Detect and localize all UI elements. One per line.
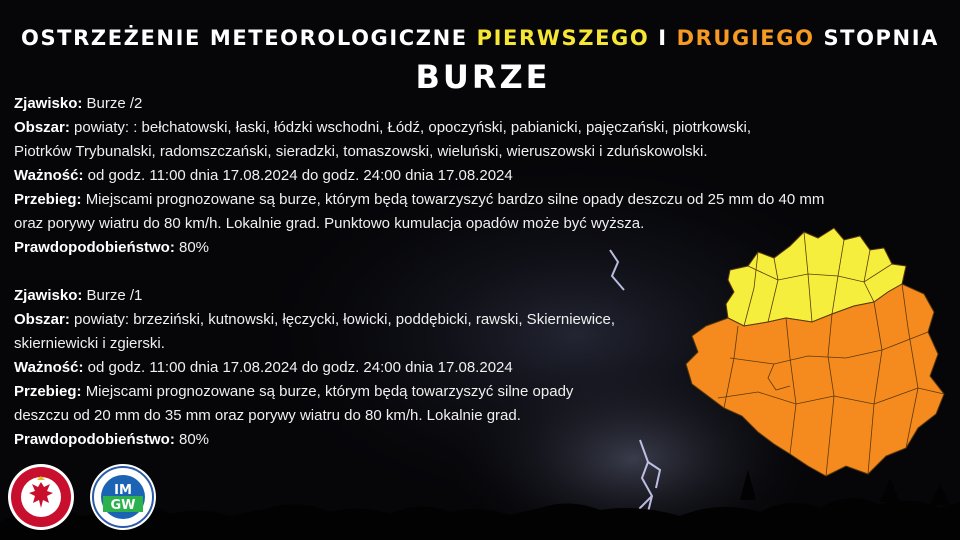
area-value-continued: skierniewicki i zgierski. <box>14 335 165 352</box>
warning-title <box>21 26 939 50</box>
validity-label: Ważność: <box>14 359 84 376</box>
phenomenon-value: Burze /2 <box>86 95 143 112</box>
course-value-continued: oraz porywy wiatru do 80 km/h. Lokalnie grad. Punktowo kumulacja opadów może być wyższa. <box>14 215 645 232</box>
area-value: powiaty: : bełchatowski, łaski, łódzki wschodni, Łódź, opoczyński, pabianicki, pajęczański, piotrkowski, <box>74 119 752 136</box>
phenomenon-label: Zjawisko: <box>14 95 83 112</box>
validity-value: od godz. 11:00 dnia 17.08.2024 do godz. 24:00 dnia 17.08.2024 <box>87 359 513 376</box>
area-label: Obszar: <box>14 311 70 328</box>
probability-row <box>14 428 615 452</box>
course-value: Miejscami prognozowane są burze, którym będą towarzyszyć bardzo silne opady deszczu od 25 mm do 40 mm <box>85 191 825 208</box>
title-part: OSTRZEŻENIE METEOROLOGICZNE <box>21 26 477 50</box>
voivodeship-office-logo <box>6 462 76 532</box>
area-label: Obszar: <box>14 119 70 136</box>
validity-label: Ważność: <box>14 167 84 184</box>
warning-level1-block <box>14 284 615 452</box>
imgw-logo-text-bottom: GW <box>110 498 136 513</box>
phenomenon-value: Burze /1 <box>86 287 143 304</box>
imgw-logo <box>88 462 158 532</box>
validity-row <box>14 164 824 188</box>
course-value-continued: deszczu od 20 mm do 35 mm oraz porywy wiatru do 80 km/h. Lokalnie grad. <box>14 407 521 424</box>
imgw-logo-text-top: IM <box>114 483 132 498</box>
warning-level2-block <box>14 92 824 260</box>
title-part-level2: DRUGIEGO <box>676 26 815 50</box>
probability-label: Prawdopodobieństwo: <box>14 431 175 448</box>
warning-subtitle: BURZE <box>415 58 551 96</box>
course-row <box>14 380 615 404</box>
phenomenon-row <box>14 92 824 116</box>
area-value-continued: Piotrków Trybunalski, radomszczański, sieradzki, tomaszowski, wieluński, wieruszowski i zduńskowolski. <box>14 143 708 160</box>
area-row <box>14 308 615 332</box>
probability-value: 80% <box>179 239 210 256</box>
validity-row <box>14 356 615 380</box>
header <box>0 26 960 50</box>
validity-value: od godz. 11:00 dnia 17.08.2024 do godz. 24:00 dnia 17.08.2024 <box>87 167 513 184</box>
area-row <box>14 116 824 140</box>
title-part-level1: PIERWSZEGO <box>476 26 650 50</box>
probability-row <box>14 236 824 260</box>
course-value: Miejscami prognozowane są burze, którym będą towarzyszyć silne opady <box>85 383 574 400</box>
course-row <box>14 188 824 212</box>
probability-value: 80% <box>179 431 210 448</box>
phenomenon-row <box>14 284 615 308</box>
title-part: I <box>649 26 677 50</box>
title-part: STOPNIA <box>814 26 939 50</box>
course-label: Przebieg: <box>14 191 82 208</box>
phenomenon-label: Zjawisko: <box>14 287 83 304</box>
area-value: powiaty: brzeziński, kutnowski, łęczycki, łowicki, poddębicki, rawski, Skierniewice, <box>74 311 616 328</box>
course-label: Przebieg: <box>14 383 82 400</box>
probability-label: Prawdopodobieństwo: <box>14 239 175 256</box>
